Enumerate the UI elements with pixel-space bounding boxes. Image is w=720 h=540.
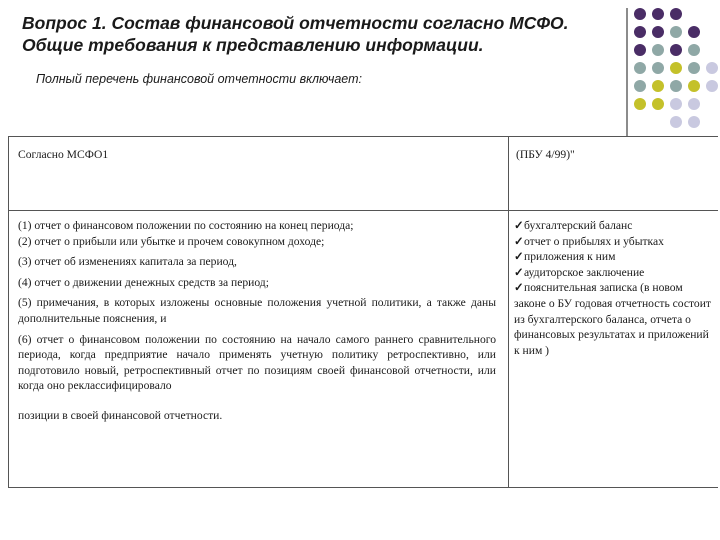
- list-item: [514, 280, 716, 358]
- decor-dot: [670, 116, 682, 128]
- table-border-left: [8, 136, 9, 488]
- decor-dot: [670, 26, 682, 38]
- table-border-divider: [508, 136, 509, 488]
- list-item: (3) отчет об изменениях капитала за период,: [18, 255, 237, 269]
- list-item-text: пояснительная записка (в новом законе о БУ годовая отчетность состоит из бухгалтерского баланса, отчета о финансовых результатах и приложений к ним ): [514, 281, 711, 357]
- table-border-top: [8, 136, 718, 137]
- list-item: (6) отчет о финансовом положении по состоянию на начало самого раннего сравнительного периода, когда предприятие начало применять учетную политику ретроспективно, или подготовило новый, ретроспективный отчет по позициям своей финансовой отчетности, или когда оно реклассифицировало: [18, 332, 496, 393]
- header-cell-ifrs: Согласно МСФО1: [18, 148, 109, 161]
- decor-dot: [634, 80, 646, 92]
- decor-dot: [670, 44, 682, 56]
- list-item: [514, 265, 716, 281]
- title-line-1: Вопрос 1. Состав финансовой отчетности согласно МСФО.: [22, 13, 569, 33]
- list-item: (5) примечания, в которых изложены основные положения учетной политики, а также даны дополнительные пояснения, и: [18, 296, 496, 325]
- decor-dot: [634, 26, 646, 38]
- decor-dot: [652, 62, 664, 74]
- check-icon: ✓: [514, 281, 524, 295]
- decor-dot: [652, 8, 664, 20]
- list-item: [514, 218, 716, 234]
- list-item: позиции в своей финансовой отчетности.: [18, 408, 223, 422]
- decor-dot: [706, 62, 718, 74]
- decor-dot: [706, 80, 718, 92]
- title-line-2: Общие требования к представлению информации.: [22, 35, 484, 55]
- decorative-dot-grid: [634, 8, 718, 118]
- subtitle: Полный перечень финансовой отчетности включает:: [36, 72, 363, 86]
- list-item-text: аудиторское заключение: [524, 265, 645, 279]
- decor-dot: [688, 26, 700, 38]
- decor-dot: [652, 44, 664, 56]
- header-cell-pbu: (ПБУ 4/99)": [516, 148, 575, 161]
- list-item: (2) отчет о прибыли или убытке и прочем совокупном доходе;: [18, 234, 325, 248]
- slide-title: [22, 12, 612, 56]
- decor-dot: [634, 44, 646, 56]
- decor-dot: [670, 62, 682, 74]
- check-icon: ✓: [514, 250, 524, 264]
- decor-dot: [634, 98, 646, 110]
- decor-dot: [652, 26, 664, 38]
- table-border-bottom: [8, 487, 718, 488]
- decor-dot: [652, 98, 664, 110]
- list-item: (1) отчет о финансовом положении по состоянию на конец периода;: [18, 219, 354, 232]
- decor-dot: [688, 98, 700, 110]
- decor-dot: [634, 62, 646, 74]
- list-item: [514, 234, 716, 250]
- check-icon: ✓: [514, 265, 524, 279]
- list-item: [514, 249, 716, 265]
- decor-dot: [670, 80, 682, 92]
- divider-line: [626, 8, 628, 136]
- decor-dot: [670, 8, 682, 20]
- decor-dot: [688, 80, 700, 92]
- table-border-mid: [8, 210, 718, 211]
- decor-dot: [688, 62, 700, 74]
- check-icon: ✓: [514, 234, 524, 248]
- list-item: (4) отчет о движении денежных средств за период;: [18, 275, 269, 289]
- decor-dot: [634, 8, 646, 20]
- pbu-list: [514, 218, 716, 358]
- decor-dot: [688, 116, 700, 128]
- list-item-text: бухгалтерский баланс: [524, 219, 633, 232]
- list-item-text: отчет о прибылях и убытках: [524, 234, 664, 248]
- check-icon: ✓: [514, 219, 524, 232]
- ifrs-list: [18, 218, 496, 424]
- decor-dot: [670, 98, 682, 110]
- decor-dot: [652, 80, 664, 92]
- list-item-text: приложения к ним: [524, 250, 616, 264]
- decor-dot: [688, 44, 700, 56]
- comparison-table: [8, 136, 718, 488]
